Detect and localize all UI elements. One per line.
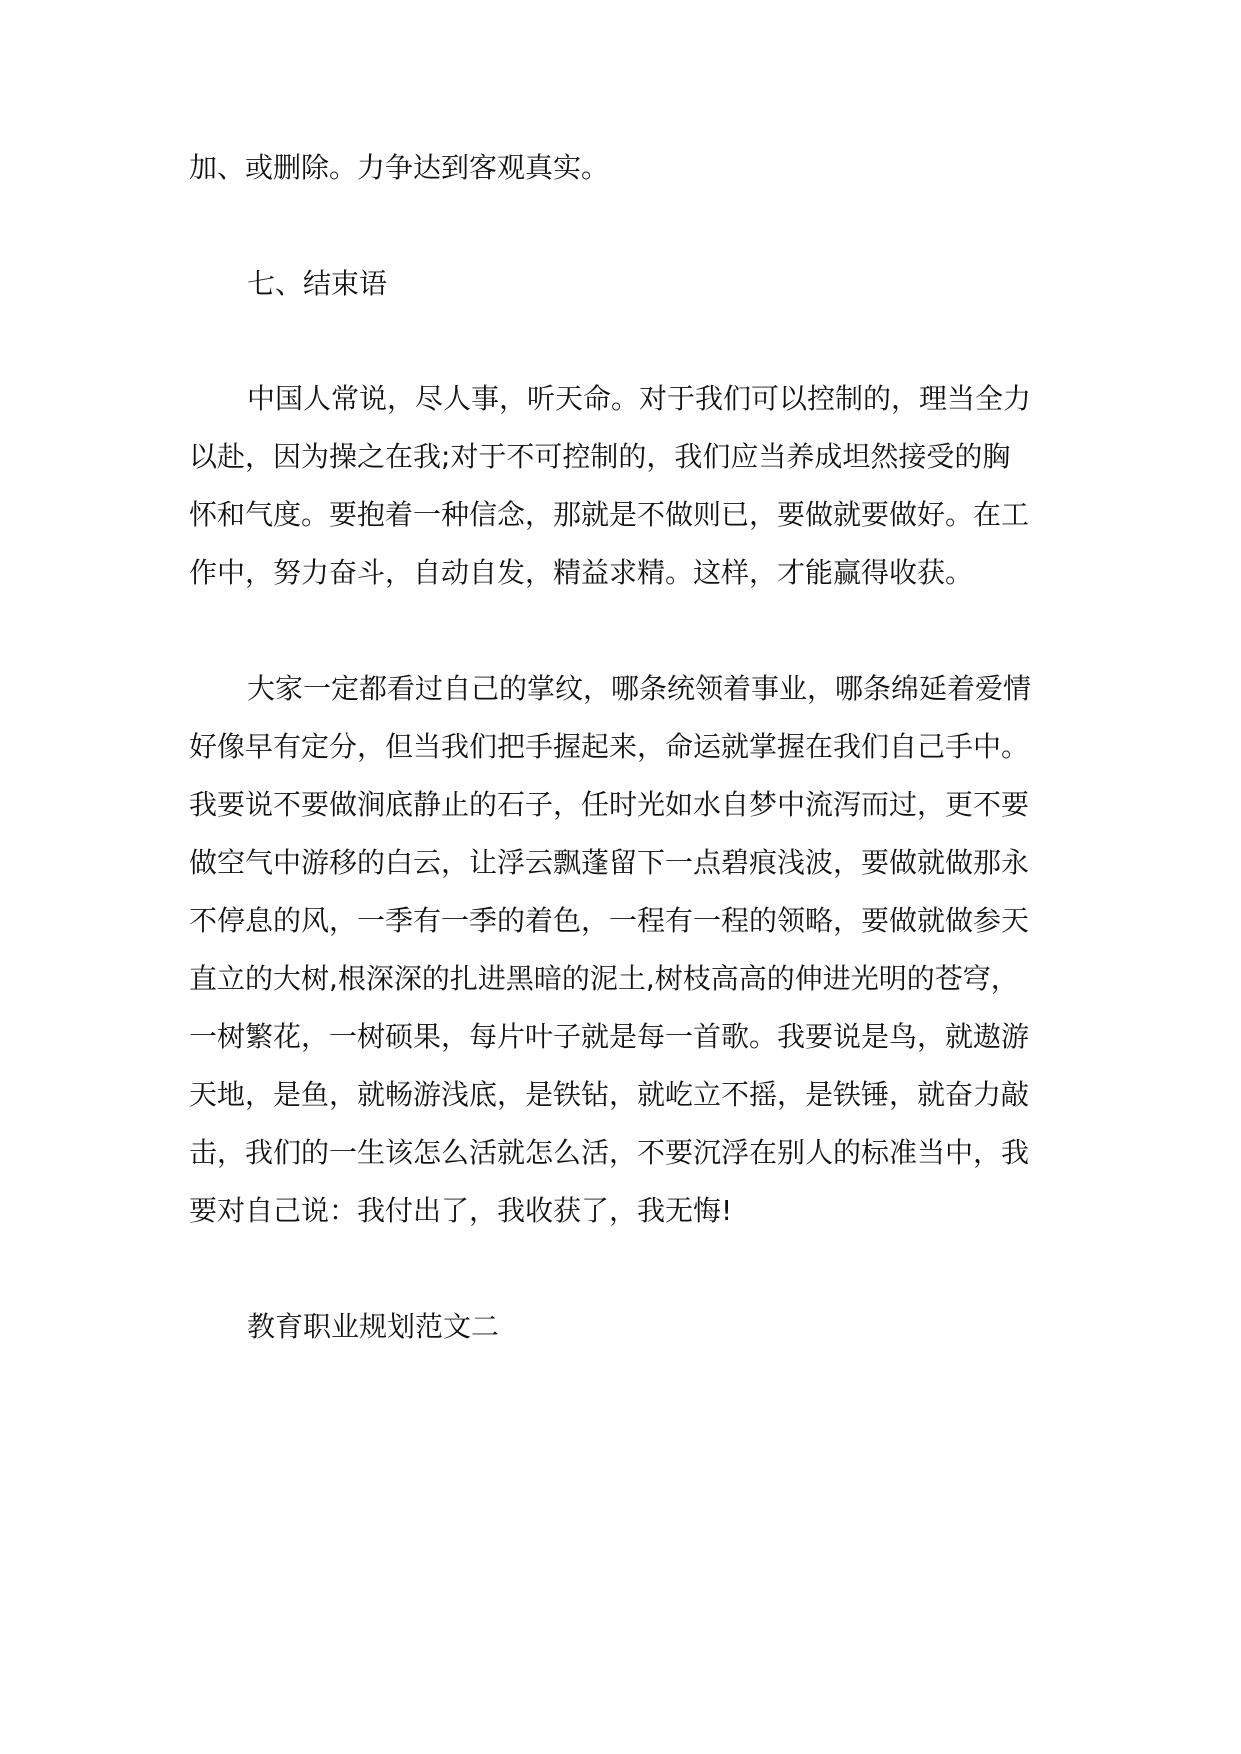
paragraph-line: 击，我们的一生该怎么活就怎么活，不要沉浮在别人的标准当中，我 [189, 1136, 1030, 1169]
paragraph-line: 以赴，因为操之在我;对于不可控制的，我们应当养成坦然接受的胸 [189, 440, 1011, 473]
paragraph-line: 怀和气度。要抱着一种信念，那就是不做则已，要做就要做好。在工 [189, 498, 1030, 531]
section-heading: 教育职业规划范文二 [247, 1310, 500, 1343]
paragraph-line: 做空气中游移的白云，让浮云飘蓬留下一点碧痕浅波，要做就做那永 [189, 846, 1030, 879]
paragraph-line: 大家一定都看过自己的掌纹，哪条统领着事业，哪条绵延着爱情 [247, 672, 1032, 705]
paragraph-line: 作中，努力奋斗，自动自发，精益求精。这样，才能赢得收获。 [189, 556, 974, 589]
paragraph-line: 直立的大树,根深深的扎进黑暗的泥土,树枝高高的伸进光明的苍穹， [189, 962, 1019, 995]
paragraph-line: 天地，是鱼，就畅游浅底，是铁钻，就屹立不摇，是铁锤，就奋力敲 [189, 1078, 1030, 1111]
paragraph-line: 一树繁花，一树硕果，每片叶子就是每一首歌。我要说是鸟，就遨游 [189, 1020, 1030, 1053]
paragraph-line: 中国人常说，尽人事，听天命。对于我们可以控制的，理当全力 [247, 382, 1032, 415]
paragraph-line: 好像早有定分，但当我们把手握起来，命运就掌握在我们自己手中。 [189, 730, 1030, 763]
paragraph-line: 要对自己说：我付出了，我收获了，我无悔! [189, 1194, 733, 1227]
paragraph-line: 加、或删除。力争达到客观真实。 [189, 151, 610, 184]
paragraph-line: 我要说不要做涧底静止的石子，任时光如水自梦中流泻而过，更不要 [189, 788, 1030, 821]
section-heading: 七、结束语 [247, 267, 388, 300]
paragraph-line: 不停息的风，一季有一季的着色，一程有一程的领略，要做就做参天 [189, 904, 1030, 937]
